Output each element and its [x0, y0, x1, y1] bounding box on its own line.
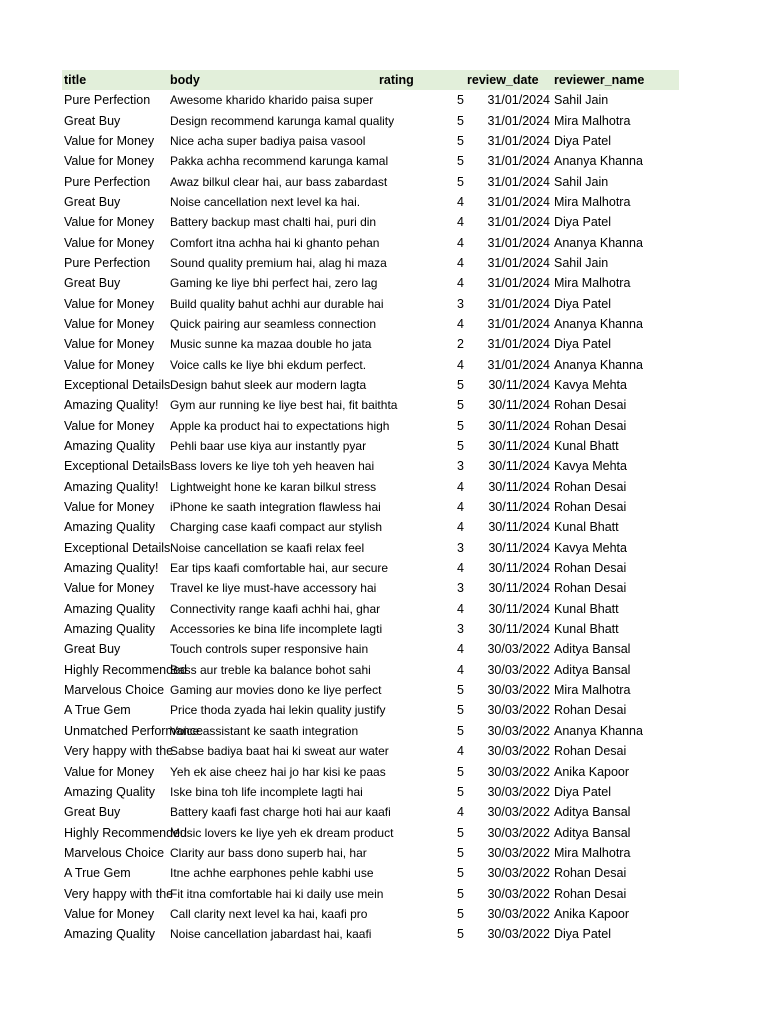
cell-title[interactable]: Value for Money — [64, 500, 155, 515]
cell-rating[interactable]: 4 — [457, 642, 464, 657]
cell-review-date[interactable]: 31/01/2024 — [487, 215, 550, 230]
table-row — [62, 436, 679, 456]
table-row — [62, 110, 679, 130]
cell-title[interactable]: Value for Money — [64, 316, 155, 331]
cell-reviewer-name[interactable]: Diya Patel — [554, 927, 611, 942]
cell-reviewer-name[interactable]: Kunal Bhatt — [554, 520, 619, 535]
cell-review-date[interactable]: 31/01/2024 — [487, 174, 550, 189]
cell-rating[interactable]: 5 — [457, 845, 464, 860]
cell-body[interactable]: Connectivity range kaafi achhi hai, ghar — [170, 601, 381, 616]
cell-body[interactable]: Iske bina toh life incomplete lagti hai — [170, 784, 363, 799]
cell-review-date[interactable]: 31/01/2024 — [487, 337, 550, 352]
header-title[interactable]: title — [64, 73, 87, 87]
cell-review-date[interactable]: 30/03/2022 — [487, 845, 550, 860]
header-review-date[interactable]: review_date — [467, 73, 539, 87]
cell-rating[interactable]: 5 — [457, 866, 464, 881]
table-row — [62, 416, 679, 436]
cell-reviewer-name[interactable]: Diya Patel — [554, 296, 611, 311]
cell-title[interactable]: Value for Money — [64, 154, 155, 169]
table-row — [62, 883, 679, 903]
cell-review-date[interactable]: 30/11/2024 — [488, 439, 550, 454]
table-row — [62, 253, 679, 273]
cell-reviewer-name[interactable]: Ananya Khanna — [554, 154, 643, 169]
table-row — [62, 660, 679, 680]
cell-review-date[interactable]: 30/11/2024 — [488, 418, 550, 433]
table-row — [62, 192, 679, 212]
cell-reviewer-name[interactable]: Rohan Desai — [554, 398, 627, 413]
cell-body[interactable]: Sound quality premium hai, alag hi maza — [170, 255, 387, 270]
cell-rating[interactable]: 5 — [457, 886, 464, 901]
cell-title[interactable]: Highly Recommended — [64, 825, 187, 840]
cell-reviewer-name[interactable]: Rohan Desai — [554, 479, 627, 494]
cell-title[interactable]: Pure Perfection — [64, 93, 151, 108]
cell-title[interactable]: Value for Money — [64, 235, 155, 250]
cell-body[interactable]: Gaming ke liye bhi perfect hai, zero lag — [170, 276, 378, 291]
cell-rating[interactable]: 5 — [457, 93, 464, 108]
cell-title[interactable]: Amazing Quality! — [64, 398, 159, 413]
table-row — [62, 232, 679, 252]
cell-rating[interactable]: 4 — [457, 744, 464, 759]
cell-reviewer-name[interactable]: Kavya Mehta — [554, 377, 627, 392]
cell-title[interactable]: Value for Money — [64, 337, 155, 352]
table-body — [62, 90, 679, 944]
cell-review-date[interactable]: 30/03/2022 — [487, 703, 550, 718]
cell-review-date[interactable]: 31/01/2024 — [487, 235, 550, 250]
cell-reviewer-name[interactable]: Rohan Desai — [554, 866, 627, 881]
cell-rating[interactable]: 3 — [457, 581, 464, 596]
cell-review-date[interactable]: 30/11/2024 — [488, 520, 550, 535]
cell-review-date[interactable]: 30/11/2024 — [488, 459, 550, 474]
cell-title[interactable]: Very happy with the — [64, 744, 174, 759]
cell-title[interactable]: Value for Money — [64, 296, 155, 311]
cell-body[interactable]: Comfort itna achha hai ki ghanto pehan — [170, 235, 380, 250]
cell-reviewer-name[interactable]: Sahil Jain — [554, 93, 609, 108]
cell-reviewer-name[interactable]: Sahil Jain — [554, 255, 609, 270]
cell-rating[interactable]: 3 — [457, 540, 464, 555]
cell-rating[interactable]: 4 — [457, 500, 464, 515]
cell-title[interactable]: Exceptional Details — [64, 377, 171, 392]
cell-review-date[interactable]: 30/11/2024 — [488, 500, 550, 515]
cell-reviewer-name[interactable]: Kavya Mehta — [554, 540, 627, 555]
table-row — [62, 599, 679, 619]
table-row — [62, 558, 679, 578]
cell-review-date[interactable]: 31/01/2024 — [487, 357, 550, 372]
cell-body[interactable]: Nice acha super badiya paisa vasool — [170, 133, 366, 148]
table-row — [62, 619, 679, 639]
cell-rating[interactable]: 5 — [457, 174, 464, 189]
table-row — [62, 700, 679, 720]
cell-reviewer-name[interactable]: Sahil Jain — [554, 174, 609, 189]
cell-reviewer-name[interactable]: Mira Malhotra — [554, 683, 631, 698]
cell-rating[interactable]: 4 — [457, 215, 464, 230]
cell-review-date[interactable]: 30/03/2022 — [487, 723, 550, 738]
cell-title[interactable]: Value for Money — [64, 215, 155, 230]
cell-body[interactable]: Apple ka product hai to expectations high — [170, 418, 390, 433]
table-row — [62, 171, 679, 191]
header-reviewer-name[interactable]: reviewer_name — [554, 73, 645, 87]
cell-reviewer-name[interactable]: Aditya Bansal — [554, 662, 631, 677]
cell-reviewer-name[interactable]: Kavya Mehta — [554, 459, 627, 474]
cell-reviewer-name[interactable]: Ananya Khanna — [554, 723, 643, 738]
cell-rating[interactable]: 5 — [457, 927, 464, 942]
table-row — [62, 924, 679, 944]
cell-reviewer-name[interactable]: Mira Malhotra — [554, 194, 631, 209]
cell-title[interactable]: Amazing Quality — [64, 927, 156, 942]
cell-body[interactable]: Itne achhe earphones pehle kabhi use — [170, 866, 374, 881]
cell-title[interactable]: Exceptional Details — [64, 540, 171, 555]
cell-title[interactable]: Great Buy — [64, 194, 121, 209]
cell-rating[interactable]: 4 — [457, 255, 464, 270]
cell-reviewer-name[interactable]: Aditya Bansal — [554, 825, 631, 840]
cell-rating[interactable]: 5 — [457, 764, 464, 779]
cell-title[interactable]: Marvelous Choice — [64, 845, 165, 860]
cell-reviewer-name[interactable]: Diya Patel — [554, 215, 611, 230]
cell-body[interactable]: Price thoda zyada hai lekin quality justify — [170, 703, 386, 718]
cell-body[interactable]: Design bahut sleek aur modern lagta — [170, 377, 367, 392]
cell-review-date[interactable]: 31/01/2024 — [487, 133, 550, 148]
cell-rating[interactable]: 5 — [457, 377, 464, 392]
cell-title[interactable]: Value for Money — [64, 764, 155, 779]
cell-body[interactable]: Charging case kaafi compact aur stylish — [170, 520, 383, 535]
cell-rating[interactable]: 4 — [457, 601, 464, 616]
cell-body[interactable]: Gaming aur movies dono ke liye perfect — [170, 683, 382, 698]
cell-reviewer-name[interactable]: Diya Patel — [554, 784, 611, 799]
cell-rating[interactable]: 2 — [457, 337, 464, 352]
cell-review-date[interactable]: 30/11/2024 — [488, 601, 550, 616]
cell-reviewer-name[interactable]: Mira Malhotra — [554, 113, 631, 128]
cell-body[interactable]: Design recommend karunga kamal quality — [170, 113, 395, 128]
cell-reviewer-name[interactable]: Rohan Desai — [554, 703, 627, 718]
cell-body[interactable]: Clarity aur bass dono superb hai, har — [170, 845, 367, 860]
cell-reviewer-name[interactable]: Ananya Khanna — [554, 357, 643, 372]
table-row — [62, 273, 679, 293]
cell-title[interactable]: Exceptional Details — [64, 459, 171, 474]
table-row — [62, 761, 679, 781]
cell-rating[interactable]: 5 — [457, 683, 464, 698]
cell-review-date[interactable]: 30/11/2024 — [488, 540, 550, 555]
cell-review-date[interactable]: 30/03/2022 — [487, 784, 550, 799]
cell-review-date[interactable]: 30/03/2022 — [487, 764, 550, 779]
cell-title[interactable]: Great Buy — [64, 276, 121, 291]
cell-reviewer-name[interactable]: Anika Kapoor — [554, 906, 630, 921]
cell-title[interactable]: Pure Perfection — [64, 174, 151, 189]
cell-rating[interactable]: 4 — [457, 316, 464, 331]
cell-rating[interactable]: 5 — [457, 784, 464, 799]
cell-review-date[interactable]: 31/01/2024 — [487, 93, 550, 108]
cell-body[interactable]: Battery kaafi fast charge hoti hai aur kaafi — [170, 805, 391, 820]
cell-reviewer-name[interactable]: Rohan Desai — [554, 581, 627, 596]
cell-title[interactable]: Amazing Quality — [64, 601, 156, 616]
cell-review-date[interactable]: 30/03/2022 — [487, 927, 550, 942]
cell-review-date[interactable]: 30/11/2024 — [488, 398, 550, 413]
cell-title[interactable]: Value for Money — [64, 133, 155, 148]
cell-reviewer-name[interactable]: Rohan Desai — [554, 561, 627, 576]
cell-review-date[interactable]: 31/01/2024 — [487, 194, 550, 209]
cell-body[interactable]: Pakka achha recommend karunga kamal — [170, 154, 389, 169]
table-row — [62, 538, 679, 558]
table-row — [62, 802, 679, 822]
cell-rating[interactable]: 4 — [457, 561, 464, 576]
table-row — [62, 151, 679, 171]
cell-review-date[interactable]: 30/03/2022 — [487, 744, 550, 759]
cell-rating[interactable]: 5 — [457, 825, 464, 840]
cell-title[interactable]: Amazing Quality! — [64, 561, 159, 576]
cell-review-date[interactable]: 31/01/2024 — [487, 154, 550, 169]
cell-body[interactable]: Bass lovers ke liye toh yeh heaven hai — [170, 459, 375, 474]
cell-rating[interactable]: 5 — [457, 703, 464, 718]
cell-body[interactable]: Fit itna comfortable hai ki daily use mein — [170, 886, 384, 901]
cell-reviewer-name[interactable]: Ananya Khanna — [554, 235, 643, 250]
cell-reviewer-name[interactable]: Ananya Khanna — [554, 316, 643, 331]
cell-review-date[interactable]: 30/03/2022 — [487, 683, 550, 698]
table-row — [62, 822, 679, 842]
cell-body[interactable]: Touch controls super responsive hain — [170, 642, 369, 657]
cell-body[interactable]: Call clarity next level ka hai, kaafi pro — [170, 906, 368, 921]
cell-reviewer-name[interactable]: Anika Kapoor — [554, 764, 630, 779]
cell-review-date[interactable]: 30/03/2022 — [487, 642, 550, 657]
cell-rating[interactable]: 4 — [457, 194, 464, 209]
cell-title[interactable]: Unmatched Performance — [64, 723, 203, 738]
cell-body[interactable]: Music sunne ka mazaa double ho jata — [170, 337, 372, 352]
cell-rating[interactable]: 4 — [457, 520, 464, 535]
cell-reviewer-name[interactable]: Mira Malhotra — [554, 276, 631, 291]
cell-review-date[interactable]: 30/11/2024 — [488, 377, 550, 392]
cell-body[interactable]: Sabse badiya baat hai ki sweat aur water — [170, 744, 389, 759]
cell-review-date[interactable]: 31/01/2024 — [487, 276, 550, 291]
cell-review-date[interactable]: 30/03/2022 — [487, 866, 550, 881]
cell-review-date[interactable]: 30/11/2024 — [488, 479, 550, 494]
cell-body[interactable]: Battery backup mast chalti hai, puri din — [170, 215, 377, 230]
cell-body[interactable]: Ear tips kaafi comfortable hai, aur secure — [170, 561, 389, 576]
table-row — [62, 741, 679, 761]
cell-rating[interactable]: 5 — [457, 723, 464, 738]
cell-body[interactable]: Noise cancellation next level ka hai. — [170, 194, 361, 209]
cell-title[interactable]: Value for Money — [64, 906, 155, 921]
cell-rating[interactable]: 3 — [457, 296, 464, 311]
cell-rating[interactable]: 5 — [457, 906, 464, 921]
table-row — [62, 477, 679, 497]
cell-title[interactable]: A True Gem — [64, 703, 131, 718]
cell-reviewer-name[interactable]: Kunal Bhatt — [554, 601, 619, 616]
table-row — [62, 578, 679, 598]
cell-body[interactable]: Voice calls ke liye bhi ekdum perfect. — [170, 357, 367, 372]
cell-title[interactable]: Amazing Quality — [64, 439, 156, 454]
cell-body[interactable]: Accessories ke bina life incomplete lagti — [170, 622, 383, 637]
cell-title[interactable]: Amazing Quality — [64, 520, 156, 535]
cell-title[interactable]: Amazing Quality — [64, 784, 156, 799]
cell-rating[interactable]: 5 — [457, 154, 464, 169]
table-row — [62, 375, 679, 395]
table-row — [62, 904, 679, 924]
table-row — [62, 354, 679, 374]
cell-reviewer-name[interactable]: Rohan Desai — [554, 886, 627, 901]
cell-body[interactable]: Travel ke liye must-have accessory hai — [170, 581, 377, 596]
table-row — [62, 721, 679, 741]
table-row — [62, 212, 679, 232]
cell-body[interactable]: Quick pairing aur seamless connection — [170, 316, 377, 331]
cell-rating[interactable]: 5 — [457, 439, 464, 454]
table-row — [62, 517, 679, 537]
table-row — [62, 680, 679, 700]
cell-title[interactable]: Value for Money — [64, 357, 155, 372]
cell-rating[interactable]: 3 — [457, 459, 464, 474]
cell-body[interactable]: Build quality bahut achhi aur durable hai — [170, 296, 384, 311]
table-row — [62, 497, 679, 517]
table-row — [62, 639, 679, 659]
cell-body[interactable]: Gym aur running ke liye best hai, fit baithta — [170, 398, 398, 413]
cell-review-date[interactable]: 30/03/2022 — [487, 805, 550, 820]
cell-reviewer-name[interactable]: Rohan Desai — [554, 500, 627, 515]
cell-rating[interactable]: 5 — [457, 418, 464, 433]
spreadsheet — [62, 70, 679, 944]
cell-reviewer-name[interactable]: Rohan Desai — [554, 744, 627, 759]
header-row — [62, 70, 679, 90]
table-row — [62, 90, 679, 110]
table-row — [62, 131, 679, 151]
cell-rating[interactable]: 4 — [457, 805, 464, 820]
header-body[interactable]: body — [170, 73, 200, 87]
cell-reviewer-name[interactable]: Diya Patel — [554, 337, 611, 352]
cell-review-date[interactable]: 30/03/2022 — [487, 906, 550, 921]
cell-body[interactable]: iPhone ke saath integration flawless hai — [170, 500, 381, 515]
cell-title[interactable]: A True Gem — [64, 866, 131, 881]
cell-title[interactable]: Great Buy — [64, 805, 121, 820]
cell-body[interactable]: Awaz bilkul clear hai, aur bass zabardast — [170, 174, 388, 189]
cell-title[interactable]: Value for Money — [64, 418, 155, 433]
cell-rating[interactable]: 4 — [457, 662, 464, 677]
cell-review-date[interactable]: 31/01/2024 — [487, 316, 550, 331]
cell-title[interactable]: Great Buy — [64, 642, 121, 657]
table-row — [62, 314, 679, 334]
cell-reviewer-name[interactable]: Aditya Bansal — [554, 805, 631, 820]
cell-rating[interactable]: 4 — [457, 479, 464, 494]
cell-review-date[interactable]: 31/01/2024 — [487, 296, 550, 311]
cell-rating[interactable]: 5 — [457, 398, 464, 413]
cell-title[interactable]: Pure Perfection — [64, 255, 151, 270]
cell-title[interactable]: Value for Money — [64, 581, 155, 596]
cell-reviewer-name[interactable]: Rohan Desai — [554, 418, 627, 433]
cell-rating[interactable]: 4 — [457, 357, 464, 372]
header-rating[interactable]: rating — [379, 73, 414, 87]
cell-body[interactable]: Yeh ek aise cheez hai jo har kisi ke paas — [170, 764, 386, 779]
cell-rating[interactable]: 3 — [457, 622, 464, 637]
cell-review-date[interactable]: 30/11/2024 — [488, 561, 550, 576]
cell-title[interactable]: Amazing Quality! — [64, 479, 159, 494]
cell-title[interactable]: Great Buy — [64, 113, 121, 128]
cell-review-date[interactable]: 30/03/2022 — [487, 662, 550, 677]
cell-title[interactable]: Highly Recommended — [64, 662, 187, 677]
cell-review-date[interactable]: 30/11/2024 — [488, 581, 550, 596]
cell-reviewer-name[interactable]: Diya Patel — [554, 133, 611, 148]
cell-body[interactable]: Music lovers ke liye yeh ek dream product — [170, 825, 394, 840]
cell-title[interactable]: Amazing Quality — [64, 622, 156, 637]
cell-body[interactable]: Voice assistant ke saath integration — [170, 723, 359, 738]
cell-review-date[interactable]: 30/03/2022 — [487, 825, 550, 840]
cell-body[interactable]: Lightweight hone ke karan bilkul stress — [170, 479, 377, 494]
cell-reviewer-name[interactable]: Mira Malhotra — [554, 845, 631, 860]
cell-reviewer-name[interactable]: Aditya Bansal — [554, 642, 631, 657]
cell-rating[interactable]: 5 — [457, 133, 464, 148]
table-row — [62, 293, 679, 313]
table-row — [62, 843, 679, 863]
table-row — [62, 395, 679, 415]
cell-review-date[interactable]: 30/03/2022 — [487, 886, 550, 901]
cell-rating[interactable]: 5 — [457, 113, 464, 128]
cell-review-date[interactable]: 31/01/2024 — [487, 255, 550, 270]
table-row — [62, 456, 679, 476]
cell-rating[interactable]: 4 — [457, 276, 464, 291]
cell-title[interactable]: Marvelous Choice — [64, 683, 165, 698]
cell-body[interactable]: Noise cancellation se kaafi relax feel — [170, 540, 365, 555]
cell-review-date[interactable]: 31/01/2024 — [487, 113, 550, 128]
cell-body[interactable]: Awesome kharido kharido paisa super — [170, 93, 374, 108]
cell-body[interactable]: Noise cancellation jabardast hai, kaafi — [170, 927, 372, 942]
table-row — [62, 863, 679, 883]
cell-review-date[interactable]: 30/11/2024 — [488, 622, 550, 637]
cell-body[interactable]: Bass aur treble ka balance bohot sahi — [170, 662, 371, 677]
cell-rating[interactable]: 4 — [457, 235, 464, 250]
cell-reviewer-name[interactable]: Kunal Bhatt — [554, 622, 619, 637]
cell-reviewer-name[interactable]: Kunal Bhatt — [554, 439, 619, 454]
table-row — [62, 334, 679, 354]
table-row — [62, 782, 679, 802]
cell-body[interactable]: Pehli baar use kiya aur instantly pyar — [170, 439, 367, 454]
cell-title[interactable]: Very happy with the — [64, 886, 174, 901]
